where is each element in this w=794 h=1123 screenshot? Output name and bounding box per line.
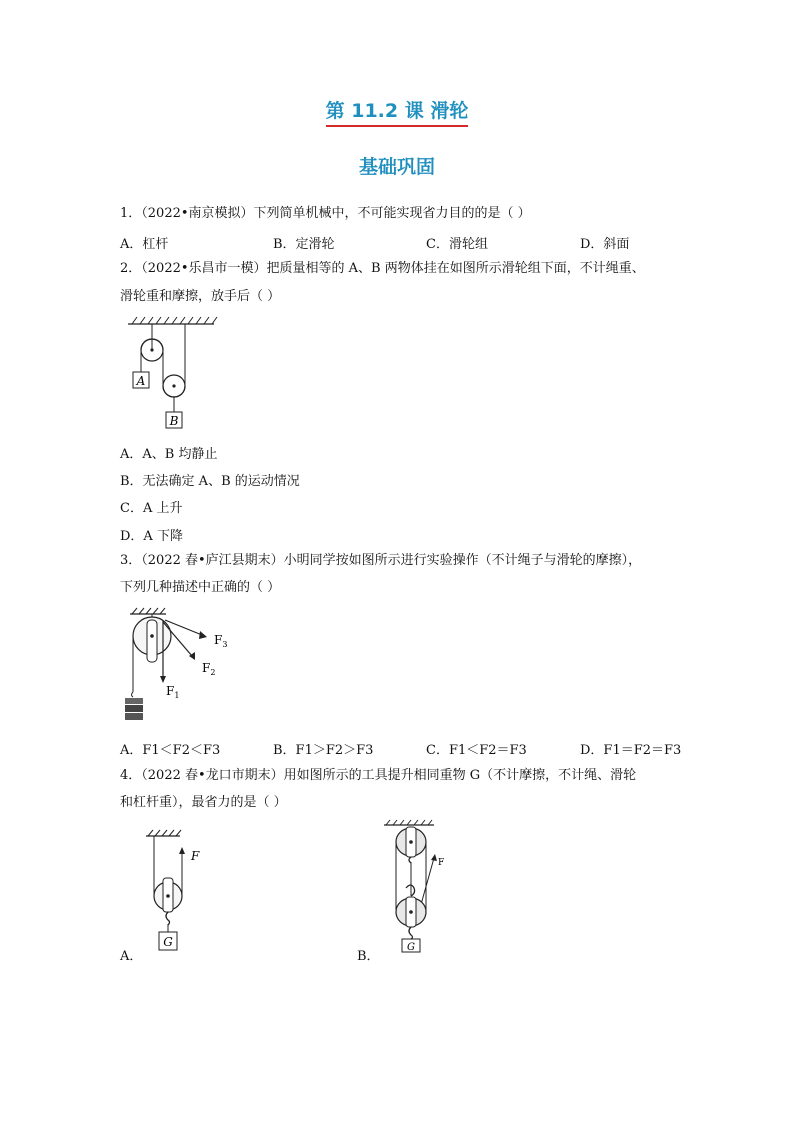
question-2-pulley-figure [120, 316, 220, 434]
question-2-stem-line-2: 滑轮重和摩擦，放手后（ ） [120, 289, 281, 304]
question-3-option-b: B．F1＞F2＞F3 [273, 743, 374, 758]
question-2-option-b: B．无法确定 A、B 的运动情况 [120, 474, 300, 489]
block-b-label: B [169, 414, 179, 428]
question-1-option-a: A．杠杆 [120, 237, 169, 252]
figure-b-weight-label: G [407, 942, 415, 953]
figure-a-force-label: F [191, 849, 200, 863]
question-4-option-b: B． [357, 949, 380, 964]
question-4-figure-b [380, 818, 460, 958]
question-2-option-a: A．A、B 均静止 [120, 447, 218, 462]
question-3-stem-line-2: 下列几种描述中正确的（ ） [120, 580, 281, 595]
section-title: 基础巩固 [358, 156, 435, 178]
page-title [0, 96, 794, 126]
block-a-label: A [136, 374, 146, 388]
question-2-option-d: D．A 下降 [120, 529, 183, 544]
figure-b-force-label: F [438, 858, 445, 868]
question-4-figure-a [140, 826, 220, 956]
force-f3-label: $F_3$ [214, 633, 228, 649]
question-1-stem: 1．（2022•南京模拟）下列简单机械中，不可能实现省力目的的是（ ） [120, 206, 531, 221]
question-3-option-a: A．F1＜F2＜F3 [120, 743, 221, 758]
question-3-stem-line-1: 3．（2022 春•庐江县期末）小明同学按如图所示进行实验操作（不计绳子与滑轮的摩擦）， [120, 553, 642, 568]
question-3-pulley-figure [118, 606, 228, 728]
force-f2-label: $F_2$ [202, 661, 216, 677]
question-2-stem-line-1: 2．（2022•乐昌市一模）把质量相等的 A、B 两物体挂在如图所示滑轮组下面，不计绳重、 [120, 261, 645, 276]
question-3-option-c: C．F1＜F2＝F3 [426, 743, 527, 758]
figure-a-weight-label: G [163, 935, 173, 949]
question-4-option-a: A． [120, 949, 143, 964]
force-f1-label: $F_1$ [166, 684, 180, 700]
question-4-stem-line-2: 和杠杆重），最省力的是（ ） [120, 795, 287, 810]
question-1-option-d: D．斜面 [580, 237, 630, 252]
question-2-option-c: C．A 上升 [120, 501, 183, 516]
lesson-title: 第 11.2 课 滑轮 [325, 100, 469, 122]
question-1-option-b: B．定滑轮 [273, 237, 335, 252]
question-3-option-d: D．F1＝F2＝F3 [580, 743, 682, 758]
question-1-option-c: C．滑轮组 [426, 237, 488, 252]
question-4-stem-line-1: 4．（2022 春•龙口市期末）用如图所示的工具提升相同重物 G（不计摩擦，不计绳、滑轮 [120, 768, 637, 783]
